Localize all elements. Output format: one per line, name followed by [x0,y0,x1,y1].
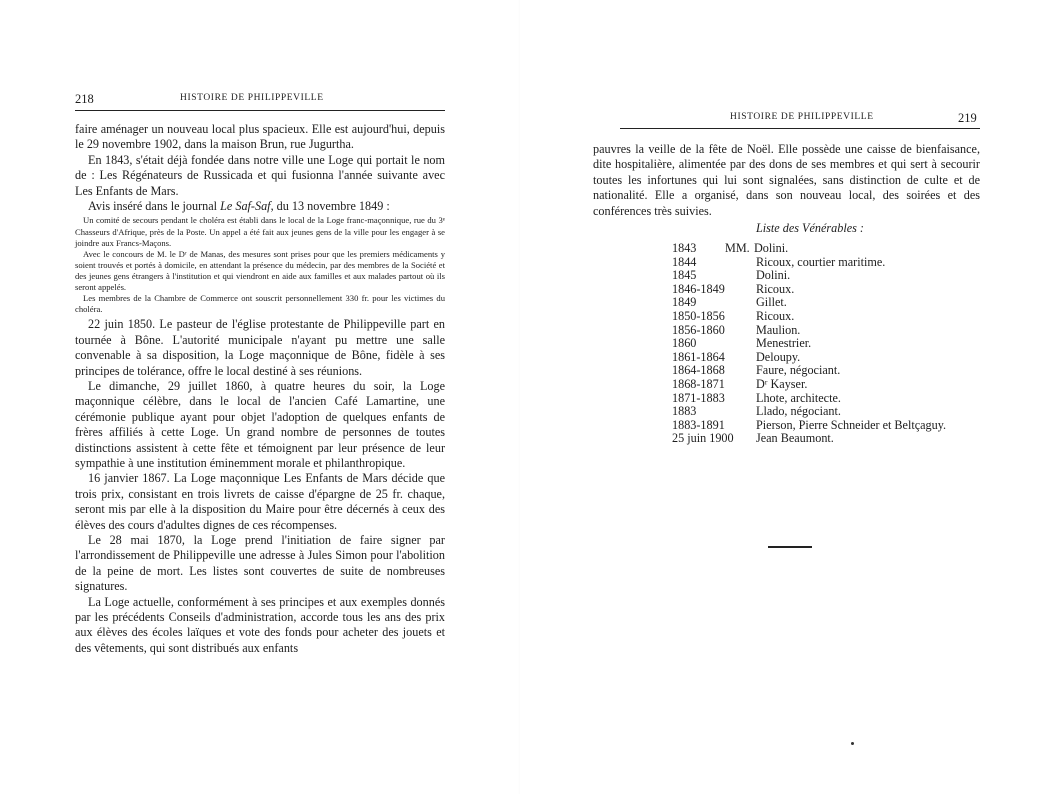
list-item-years: 1845 [672,268,697,283]
list-item-name: Llado, négociant. [756,404,841,419]
list-item-name: Ricoux. [756,308,795,323]
right-header-rule [620,128,980,129]
paragraph: En 1843, s'était déjà fondée dans notre ville une Loge qui portait le nom de : Les Régénateurs de Russicada et qui fusionna l'année suivante avec Les Enfants de Mars. [75,152,445,198]
list-item-years: 1844 [672,254,697,269]
right-body-text [593,142,980,219]
list-prefix: MM. [725,241,750,255]
left-page-header [75,92,445,108]
paragraph: pauvres la veille de la fête de Noël. Elle possède une caisse de bienfaisance, dite hospitalière, alimentée par des dons de ses membres et qui sert à secourir toutes les infortunes qui lui sont signalées, sans distinction de culte et de nationalité. Elle a organisé, dans son nouveau local, des soirées et des conférences très suivies. [593,142,980,218]
list-item-name: Lhote, architecte. [756,390,841,405]
avis-prefix: Avis inséré dans le journal [88,199,221,214]
chapter-end-rule [768,546,812,548]
list-item [672,364,992,378]
paragraph: 22 juin 1850. Le pasteur de l'église protestante de Philippeville part en tournée à Bône. L'autorité municipale n'ayant pu mettre une salle convenable à sa disposition, la Loge maçonnique de Bône, fidèle à ses principes de tolérance, offre le local destiné à ses réunions. [75,317,445,378]
avis-paragraph [75,199,445,214]
list-item-name: Deloupy. [756,349,801,364]
left-page-number: 218 [75,92,94,106]
list-item-name: Dolini. [754,241,789,255]
list-item [672,283,992,297]
list-item [672,296,992,310]
list-item-years: 1861-1864 [672,349,725,364]
paragraph: La Loge actuelle, conformément à ses principes et aux exemples donnés par les précédents Conseils d'administration, accorde tous les ans des prix aux élèves des écoles laïques et vote des fonds pour acheter des jouets et des vêtements, qui sont distribués aux enfants [75,594,445,655]
paragraph: Le 28 mai 1870, la Loge prend l'initiation de faire signer par l'arrondissement de Philippeville une adresse à Jules Simon pour l'abolition de la peine de mort. Les listes sont couvertes de suite de nombreuses signatures. [75,532,445,594]
list-item-years: 1860 [672,336,697,351]
quote-paragraph: Un comité de secours pendant le choléra est établi dans le local de la Loge franc-maçonnique, rue du 3ᵉ Chasseurs d'Afrique, près de la Poste. Un appel a été fait aux jeunes gens de la ville pour les engager à se joindre aux Francs-Maçons. [75,215,445,248]
list-item-name: Ricoux. [756,281,795,296]
left-page [0,0,520,794]
right-page-number: 219 [958,111,977,125]
list-item-years: 1849 [672,295,697,310]
paragraph: Le dimanche, 29 juillet 1860, à quatre heures du soir, la Loge maçonnique célèbre, dans le local de l'ancien Café Lamartine, une cérémonie publique ayant pour objet l'adoption de quelques enfants de frères affiliés à cette Loge. Un grand nombre de personnes de toutes distinctions assistent à cette fête et témoignent par leur présence de leur sympathie à une institution éminemment morale et philanthropique. [75,378,445,470]
list-item-name: Dʳ Kayser. [756,376,808,391]
cholera-notice-quote [75,215,445,315]
quote-paragraph: Avec le concours de M. le Dʳ de Manas, des mesures sont prises pour que les premiers médicaments y soient trouvés et portés à domicile, en attendant la présence du médecin, par des membres de la Société et des jeunes gens étrangers à l'institution et qui viendront en aide aux familles et aux malades partout où ils seront appelés. [75,248,445,292]
list-item-name: Jean Beaumont. [756,431,834,446]
journal-title: Le Saf-Saf [220,199,271,214]
list-item-years: 1856-1860 [672,322,725,337]
scan-speck [851,742,854,745]
list-item-years: 1846-1849 [672,281,725,296]
list-item [672,432,992,446]
list-item [672,378,992,392]
list-item-name: Faure, négociant. [756,363,841,378]
list-item-name: Dolini. [756,268,791,283]
list-item [672,269,992,283]
venerables-list-title: Liste des Vénérables : [756,221,864,235]
list-item-name: Ricoux, courtier maritime. [756,254,886,269]
list-item-years: 25 juin 1900 [672,431,734,446]
list-item [672,351,992,365]
right-page-header [620,111,980,127]
right-running-head: HISTOIRE DE PHILIPPEVILLE [730,112,874,122]
list-item [672,337,992,351]
list-item-name: Gillet. [756,295,787,310]
list-item [672,419,992,433]
list-item-years: 1864-1868 [672,363,725,378]
left-header-rule [75,110,445,111]
paragraph: 16 janvier 1867. La Loge maçonnique Les Enfants de Mars décide que trois prix, consistant en trois livrets de caisse d'épargne de 25 fr. chaque, seront mis par elle à la disposition du Maire pour être décernés à ceux des élèves des cours d'adultes dignes de ces récompenses. [75,471,445,532]
list-item [672,405,992,419]
list-item-years: 1883-1891 [672,417,725,432]
list-item [672,392,992,406]
list-item [672,256,992,270]
list-item-years: 1868-1871 [672,376,725,391]
list-item-name: Maulion. [756,322,801,337]
list-item-years: 1883 [672,404,697,419]
list-item-name: Pierson, Pierre Schneider et Beltçaguy. [756,417,947,432]
list-item-years: 1843 [672,241,697,255]
list-item [672,310,992,324]
avis-suffix: , du 13 novembre 1849 : [270,199,390,214]
list-item [672,242,992,256]
list-item [672,324,992,338]
left-running-head: HISTOIRE DE PHILIPPEVILLE [180,93,324,103]
right-page [520,0,1046,794]
quote-paragraph: Les membres de la Chambre de Commerce ont souscrit personnellement 330 fr. pour les victimes du choléra. [75,293,445,315]
list-item-name: Menestrier. [756,336,812,351]
list-item-years: 1871-1883 [672,390,725,405]
paragraph: faire aménager un nouveau local plus spacieux. Elle est aujourd'hui, depuis le 29 novembre 1902, dans la maison Brun, rue Jugurtha. [75,122,445,152]
left-body-text [75,122,445,656]
venerables-list [672,242,992,446]
list-item-years: 1850-1856 [672,308,725,323]
